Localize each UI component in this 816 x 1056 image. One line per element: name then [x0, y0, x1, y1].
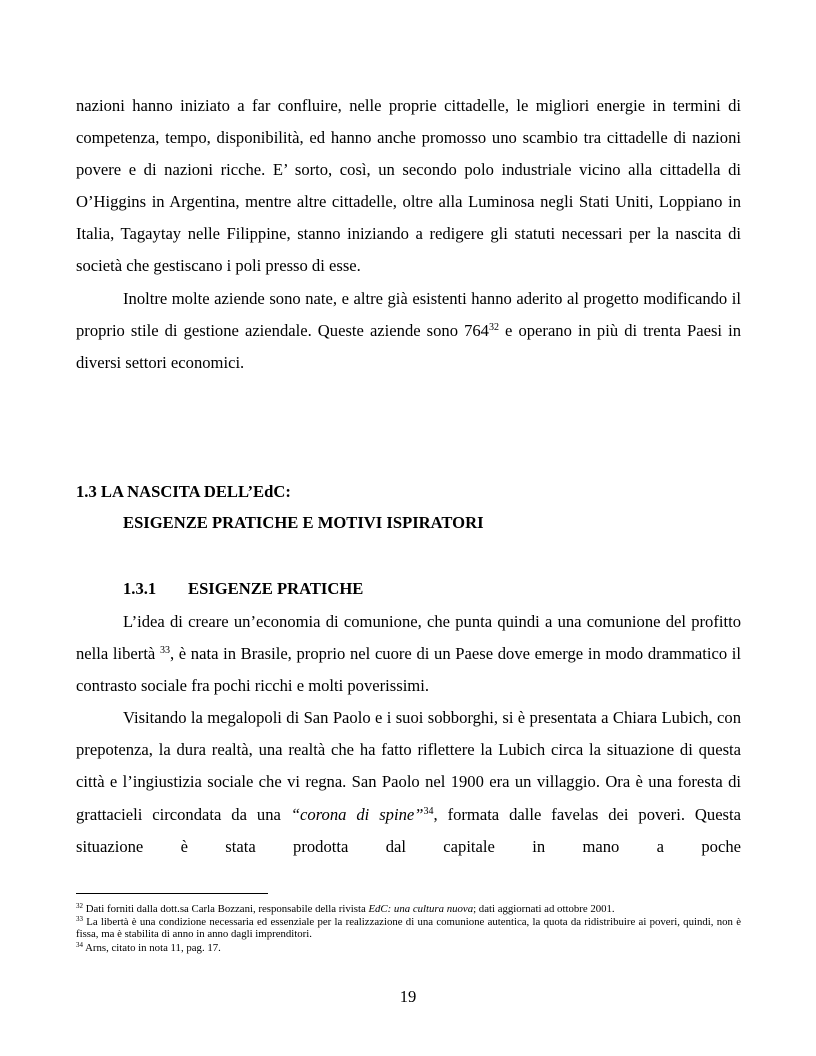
- subsection-title: ESIGENZE PRATICHE: [188, 579, 364, 598]
- subsection-heading: [123, 579, 363, 599]
- section-subheading: ESIGENZE PRATICHE E MOTIVI ISPIRATORI: [123, 513, 484, 532]
- footnote-number: 34: [76, 940, 83, 949]
- paragraph-idea-text-a: L’idea di creare un’economia di comunione, che punta quindi a una comunione del profitto nella libertà: [76, 612, 741, 664]
- paragraph-idea: [76, 606, 741, 702]
- paragraph-san-paolo-text-b: , formata dalle favelas dei poveri. Questa situazione è stata prodotta dal capitale in mano a poche: [76, 804, 741, 856]
- footnote-text: Dati forniti dalla dott.sa Carla Bozzani, responsabile della rivista: [83, 903, 369, 915]
- footnote-ref-33[interactable]: 33: [159, 645, 170, 657]
- paragraph-aziende-text-a: Inoltre molte aziende sono nate, e altre già esistenti hanno aderito al progetto modificando il proprio stile di gestione aziendale. Queste aziende sono 764: [76, 288, 741, 340]
- footnote-text: Arns, citato in nota 11, pag. 17.: [83, 941, 221, 954]
- footnote-ref-34[interactable]: 34: [423, 805, 434, 817]
- paragraph-san-paolo-text-a: Visitando la megalopoli di San Paolo e i suoi sobborghi, si è presentata a Chiara Lubich, con prepotenza, la dura realtà, una realtà che ha fatto riflettere la Lubich circa la situazione di questa città e l’ingiustizia sociale che vi regna. San Paolo nel 1900 era un villaggio. Ora è una foresta di grattacieli circondata da una: [76, 708, 741, 824]
- footnote-number: 32: [76, 902, 83, 910]
- footnote-32: [76, 903, 741, 915]
- footnote-italic: EdC: una cultura nuova: [368, 903, 474, 915]
- footnote-text: ; dati aggiornati ad ottobre 2001.: [473, 903, 615, 915]
- paragraph-aziende-text-b: e operano in più di trenta Paesi in diversi settori economici.: [76, 320, 741, 372]
- paragraph-continuation: nazioni hanno iniziato a far confluire, nelle proprie cittadelle, le migliori energie in termini di competenza, tempo, disponibilità, ed hanno anche promosso uno scambio tra cittadelle di nazioni povere e di nazioni ricche. E’ sorto, così, un secondo polo industriale vicino alla cittadella di O’Higgins in Argentina, mentre altre cittadelle, oltre alla Luminosa negli Stati Uniti, Loppiano in Italia, Tagaytay nelle Filippine, stanno iniziando a redigere gli statuti necessari per la nascita di società che gestiscano i poli presso di esse.: [76, 96, 741, 276]
- section-heading: 1.3 LA NASCITA DELL’EdC:: [76, 482, 291, 501]
- paragraph-aziende: [76, 283, 741, 379]
- footnote-text: La libertà è una condizione necessaria ed essenziale per la realizzazione di una comunione autentica, la quota da ridistribuire ai poveri, quindi, non è fissa, ma è stabilita di anno in anno dagli imprenditori.: [76, 916, 741, 941]
- quote-corona-di-spine: “corona di spine”: [290, 804, 424, 824]
- footnote-separator: [76, 893, 268, 894]
- footnote-number: 33: [76, 915, 83, 924]
- body-text-top: [76, 90, 741, 379]
- page-number: 19: [399, 987, 417, 1006]
- body-text-bottom: [76, 606, 741, 863]
- subsection-number: 1.3.1: [123, 579, 157, 598]
- footnote-33: [76, 916, 741, 940]
- footnotes: [76, 903, 741, 955]
- footnote-34: [76, 942, 741, 954]
- paragraph-idea-text-b: , è nata in Brasile, proprio nel cuore di un Paese dove emerge in modo drammatico il contrasto sociale fra pochi ricchi e molti poverissimi.: [76, 644, 741, 696]
- paragraph-san-paolo: [76, 702, 741, 862]
- footnote-ref-32[interactable]: 32: [488, 321, 499, 333]
